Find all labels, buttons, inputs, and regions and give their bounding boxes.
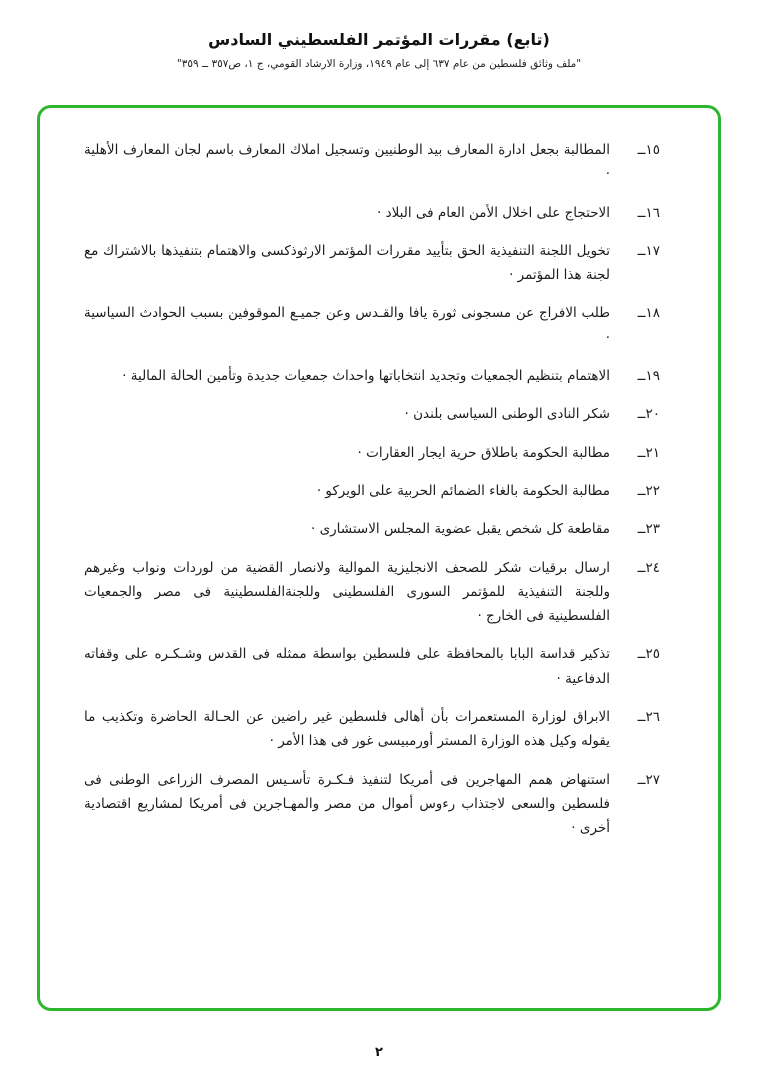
list-item [84,201,660,225]
item-text: شكر النادى الوطنى السياسى بلندن · [404,406,610,423]
page-number: ٢ [375,1045,383,1060]
item-text: طلب الافراج عن مسجونى ثورة يافا والقـدس وعن جميـع الموقوفين بسبب الحوادث السياسية · [84,305,610,346]
item-number: ١٥ــ [637,142,660,158]
list-item [84,642,660,691]
item-number: ٢٣ــ [637,521,660,538]
list-item [84,705,660,754]
item-text: مقاطعة كل شخص يقبل عضوية المجلس الاستشارى · [311,521,610,538]
item-text: الاهتمام بتنظيم الجمعيات وتجديد انتخاباتها واحداث جمعيات جديدة وتأمين الحالة المالية · [122,368,610,385]
page-header [0,0,758,70]
list-item [84,517,660,541]
item-text: الاحتجاج على اخلال الأمن العام فى البلاد · [377,204,610,221]
item-number: ٢٧ــ [637,771,660,788]
item-number: ٢٢ــ [637,482,660,499]
item-number: ٢١ــ [637,444,660,461]
item-text: تخويل اللجنة التنفيذية الحق بتأييد مقررات المؤتمر الارثوذكسى والاهتمام بتنفيذها بالاشتراك مع لجنة هذا المؤتمر · [84,242,610,284]
list-item [84,364,660,388]
item-number: ١٧ــ [637,242,660,259]
list-item [84,479,660,503]
list-item [84,768,660,841]
item-number: ٢٤ــ [637,559,660,576]
document-source-line: "ملف وثائق فلسطين من عام ٦٣٧ إلى عام ١٩٤٩، وزارة الارشاد القومي، ج ١، ص٣٥٧ ــ ٣٥٩" [176,58,582,70]
item-text: استنهاض همم المهاجرين فى أمريكا لتنفيذ فـكـرة تأسـيس المصرف الزراعى الوطنى فى فلسطين والسعى لاجتذاب رءوس أموال من مصر والمهـاجرين فى أمريكا لمشاريع اقتصادية أخرى · [84,771,610,837]
item-number: ٢٠ــ [637,406,660,423]
item-number: ٢٥ــ [637,646,660,663]
list-item [84,402,660,426]
item-text: الابراق لوزارة المستعمرات بأن أهالى فلسطين غير راضين عن الحـالة الحاضرة وتكذيب ما يقوله وكيل هذه الوزارة المستر أورمبيسى غور فى هذا الأمر · [84,709,610,750]
item-text: تذكير قداسة البابا بالمحافظة على فلسطين بواسطة ممثله فى القدس وشـكـره على وقفاته الدفاعية · [84,646,610,687]
document-title: (تابع) مقررات المؤتمر الفلسطيني السادس [208,30,550,49]
item-text: المطالبة بجعل ادارة المعارف بيد الوطنيين وتسجيل املاك المعارف باسم لجان المعارف الأهلية · [84,142,610,183]
list-item [84,239,660,288]
item-text: مطالبة الحكومة بالغاء الضمائم الحربية على الويركو · [316,482,610,499]
list-item [84,441,660,465]
item-number: ٢٦ــ [637,709,660,726]
content-border-box [37,105,721,1011]
list-item [84,138,660,187]
resolutions-list [84,138,660,841]
list-item [84,556,660,629]
item-number: ١٨ــ [637,305,660,322]
list-item [84,301,660,350]
item-text: ارسال برقيات شكر للصحف الانجليزية الموالية ولانصار القضية من لوردات ونواب وغيرهم وللجنة التنفيذية للمؤتمر السورى الفلسطينى وللجنةالفلسطينية فى مصر والجمعيات الفلسطينية فى الخارج · [84,559,610,625]
page-footer [0,1045,758,1060]
item-number: ١٩ــ [637,368,660,385]
item-number: ١٦ــ [637,204,660,221]
item-text: مطالبة الحكومة باطلاق حرية ايجار العقارات · [357,444,610,461]
